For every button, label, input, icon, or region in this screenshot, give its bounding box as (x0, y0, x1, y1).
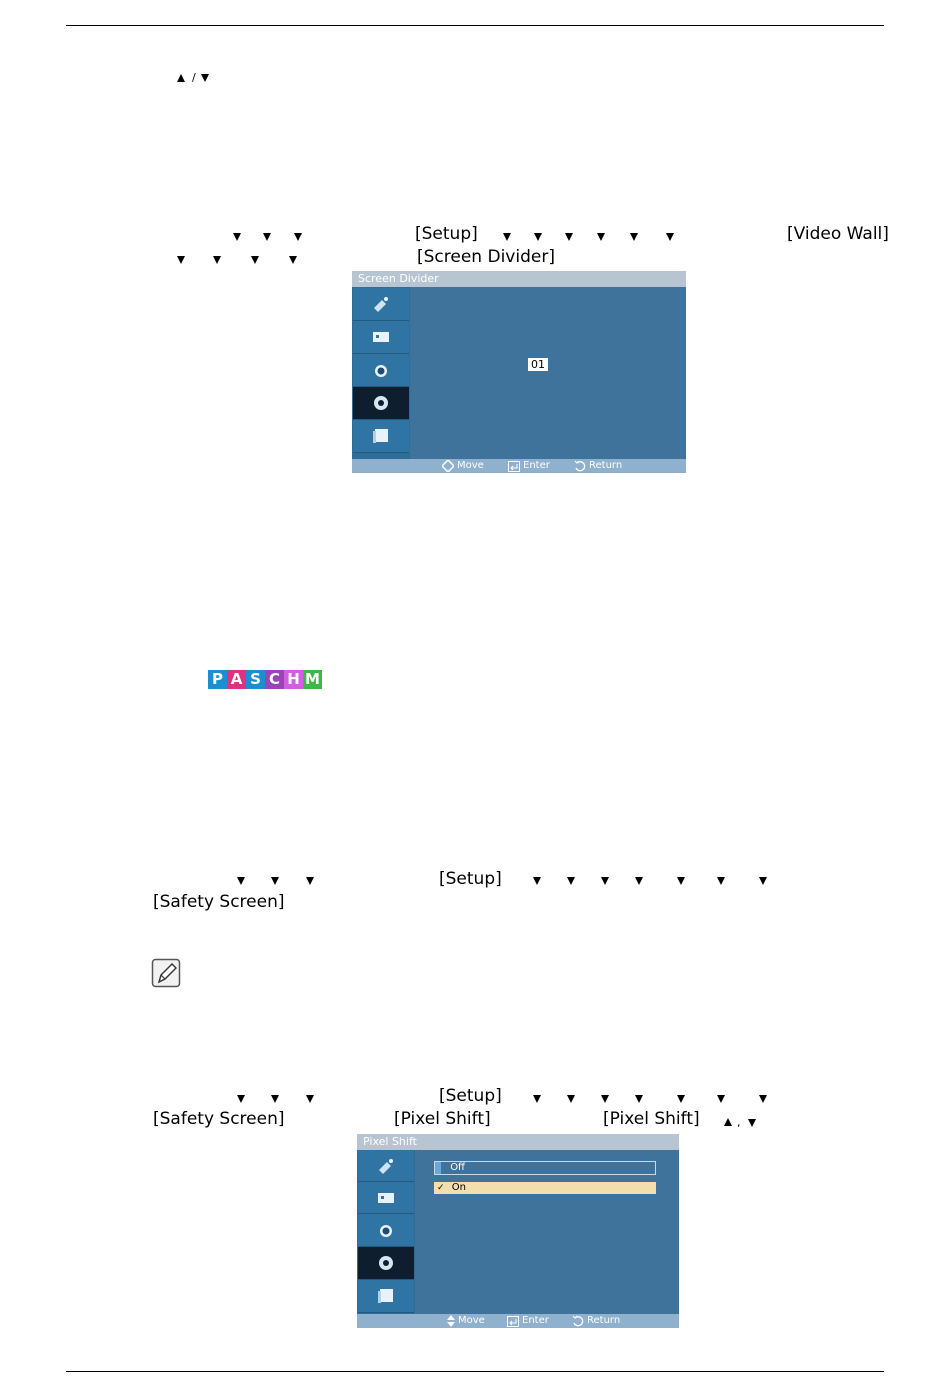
osd-menu-input[interactable] (353, 288, 409, 321)
down-arrow-icon (503, 233, 511, 241)
down-arrow-icon (759, 1095, 767, 1103)
down-arrow-icon (748, 1119, 756, 1127)
osd-sidebar (357, 1150, 415, 1314)
down-arrow-icon (237, 877, 245, 885)
applicable-modes-logo (208, 670, 322, 689)
enter-icon (508, 461, 520, 472)
down-arrow-icon (635, 877, 643, 885)
screen-divider-value[interactable]: 01 (528, 358, 548, 371)
logo-letter-a: A (227, 670, 246, 689)
sound-icon (376, 1220, 396, 1240)
down-arrow-icon (306, 1095, 314, 1103)
slash-separator: , (737, 1116, 741, 1129)
picture-icon (371, 327, 391, 347)
safety-screen-key-label: [Safety Screen] (153, 892, 285, 912)
osd-content (410, 287, 686, 459)
screen-divider-osd (352, 271, 686, 473)
osd-menu-input[interactable] (358, 1150, 414, 1182)
osd-menu-sound[interactable] (358, 1214, 414, 1247)
down-arrow-icon (263, 233, 271, 241)
down-arrow-icon (201, 74, 209, 82)
down-arrow-icon (601, 877, 609, 885)
osd-menu-setup[interactable] (358, 1247, 414, 1280)
setup-gear-icon (371, 393, 391, 413)
down-arrow-icon (213, 256, 221, 264)
pixel-shift-osd (357, 1134, 679, 1328)
footer-enter: Enter (508, 459, 550, 473)
down-arrow-icon (237, 1095, 245, 1103)
down-arrow-icon (717, 1095, 725, 1103)
down-arrow-icon (630, 233, 638, 241)
footer-return: Return (572, 1314, 620, 1328)
video-wall-key-label: [Video Wall] (787, 224, 889, 244)
move-icon (447, 1315, 455, 1327)
safety-screen-key-label: [Safety Screen] (153, 1109, 285, 1129)
osd-menu-picture[interactable] (353, 321, 409, 354)
osd-title: Screen Divider (352, 271, 686, 287)
footer-move: Move (447, 1314, 485, 1328)
option-on[interactable]: ✓ On (434, 1182, 656, 1194)
down-arrow-icon (306, 877, 314, 885)
down-arrow-icon (677, 877, 685, 885)
osd-menu-setup[interactable] (353, 387, 409, 420)
down-arrow-icon (567, 877, 575, 885)
up-arrow-icon (724, 1118, 732, 1126)
osd-menu-multi-control[interactable] (353, 420, 409, 453)
down-arrow-icon (271, 877, 279, 885)
down-arrow-icon (666, 233, 674, 241)
logo-letter-s: S (246, 670, 265, 689)
setup-key-label: [Setup] (415, 224, 478, 244)
osd-footer (357, 1314, 679, 1328)
footer-enter: Enter (507, 1314, 549, 1328)
down-arrow-icon (567, 1095, 575, 1103)
down-arrow-icon (251, 256, 259, 264)
logo-letter-p: P (208, 670, 227, 689)
input-icon (371, 294, 391, 314)
return-icon (574, 460, 586, 472)
osd-sidebar (352, 287, 410, 459)
down-arrow-icon (289, 256, 297, 264)
enter-icon (507, 1316, 519, 1327)
pixel-shift-key-label: [Pixel Shift] (394, 1109, 491, 1129)
check-icon: ✓ (437, 1183, 445, 1193)
up-arrow-icon (177, 74, 185, 82)
down-arrow-icon (565, 233, 573, 241)
osd-content (415, 1150, 679, 1314)
logo-letter-c: C (265, 670, 284, 689)
top-rule (66, 25, 884, 26)
setup-key-label: [Setup] (439, 869, 502, 889)
down-arrow-icon (677, 1095, 685, 1103)
picture-icon (376, 1188, 396, 1208)
multi-control-icon (371, 426, 391, 446)
down-arrow-icon (177, 256, 185, 264)
down-arrow-icon (635, 1095, 643, 1103)
down-arrow-icon (294, 233, 302, 241)
logo-letter-m: M (303, 670, 322, 689)
down-arrow-icon (233, 233, 241, 241)
osd-footer (352, 459, 686, 473)
osd-title: Pixel Shift (357, 1134, 679, 1150)
sound-icon (371, 360, 391, 380)
screen-divider-key-label: [Screen Divider] (417, 247, 555, 267)
footer-move: Move (442, 459, 484, 473)
multi-control-icon (376, 1286, 396, 1306)
logo-letter-h: H (284, 670, 303, 689)
option-off[interactable]: Off (434, 1161, 656, 1175)
down-arrow-icon (534, 233, 542, 241)
slash-separator: / (192, 71, 196, 84)
down-arrow-icon (271, 1095, 279, 1103)
down-arrow-icon (597, 233, 605, 241)
return-icon (572, 1315, 584, 1327)
setup-key-label: [Setup] (439, 1086, 502, 1106)
bottom-rule (66, 1371, 884, 1372)
down-arrow-icon (759, 877, 767, 885)
osd-menu-sound[interactable] (353, 354, 409, 387)
setup-gear-icon (376, 1253, 396, 1273)
osd-menu-picture[interactable] (358, 1182, 414, 1214)
pixel-shift-key-label-2: [Pixel Shift] (603, 1109, 700, 1129)
down-arrow-icon (533, 877, 541, 885)
down-arrow-icon (717, 877, 725, 885)
osd-menu-multi-control[interactable] (358, 1280, 414, 1313)
move-icon (442, 460, 454, 472)
input-icon (376, 1156, 396, 1176)
footer-return: Return (574, 459, 622, 473)
down-arrow-icon (601, 1095, 609, 1103)
note-icon (151, 958, 181, 988)
down-arrow-icon (533, 1095, 541, 1103)
